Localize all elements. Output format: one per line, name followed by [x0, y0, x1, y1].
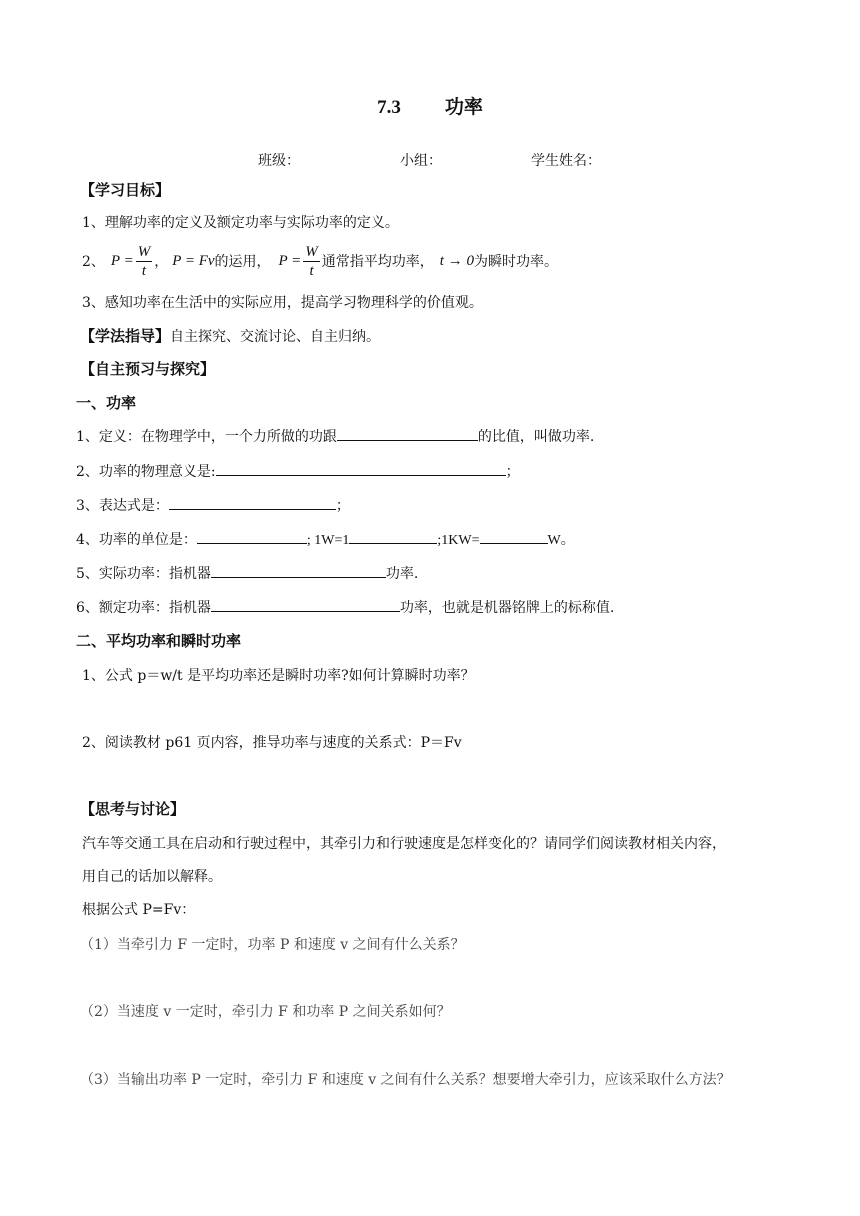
question-6-rated-power: 6、额定功率：指机器 功率，也就是机器铭牌上的标称值.	[76, 600, 615, 616]
discussion-question-2: （2）当速度 v 一定时，牵引力 F 和功率 P 之间关系如何？	[80, 1004, 451, 1020]
class-label: 班级：	[258, 153, 300, 169]
formula-p-fv: P = Fv	[172, 252, 215, 269]
formula-p-equals-2: P =	[278, 252, 302, 269]
section-1-heading: 一、功率	[76, 394, 137, 412]
formula-p-equals: P =	[110, 252, 134, 269]
blank-4b[interactable]	[349, 531, 437, 544]
preview-heading: 【自主预习与探究】	[80, 360, 216, 378]
discussion-paragraph-2: 用自己的话加以解释。	[82, 869, 222, 885]
objectives-heading: 【学习目标】	[80, 181, 171, 199]
section-2-question-1: 1、公式 p＝w/t 是平均功率还是瞬时功率?如何计算瞬时功率？	[82, 668, 475, 684]
discussion-question-1: （1）当牵引力 F 一定时，功率 P 和速度 v 之间有什么关系？	[80, 937, 465, 953]
objective-2: 2、 P = $\frac{W}{t}$ ， P = Fv 的运用， P = $\frac{W}{t}$ 通常指平均功率， t → 0 为瞬时功率。	[82, 243, 558, 279]
discussion-paragraph-1: 汽车等交通工具在启动和行驶过程中，其牵引力和行驶速度是怎样变化的？请同学们阅读教材相关内容，	[82, 836, 726, 852]
question-1-definition: 1、定义：在物理学中，一个力所做的功跟 的比值，叫做功率.	[76, 429, 595, 445]
blank-2[interactable]	[216, 463, 506, 476]
blank-4c[interactable]	[480, 531, 548, 544]
question-5-actual-power: 5、实际功率：指机器 功率.	[76, 566, 419, 582]
blank-3[interactable]	[169, 497, 336, 510]
method-heading: 【学法指导】	[80, 327, 171, 345]
question-3-expression: 3、表达式是： ；	[76, 498, 350, 514]
method-text: 自主探究、交流讨论、自主归纳。	[170, 329, 381, 345]
discussion-question-3: （3）当输出功率 P 一定时，牵引力 F 和速度 v 之间有什么关系？想要增大牵引力，应该采取什么方法？	[80, 1072, 731, 1088]
blank-5[interactable]	[211, 565, 386, 578]
question-2-meaning: 2、功率的物理意义是: ；	[76, 464, 520, 480]
question-4-units: 4、功率的单位是： ; 1W=1 ;1KW= W。	[76, 532, 575, 548]
method-line	[80, 325, 380, 346]
student-name-label: 学生姓名：	[531, 153, 601, 169]
section-2-question-2: 2、阅读教材 p61 页内容，推导功率与速度的关系式：P＝Fv	[82, 735, 462, 751]
group-label: 小组：	[400, 153, 442, 169]
title-number: 7.3	[377, 97, 401, 118]
section-2-heading: 二、平均功率和瞬时功率	[76, 632, 242, 650]
title-text: 功率	[444, 96, 483, 118]
blank-1[interactable]	[337, 428, 478, 441]
objective-3: 3、感知功率在生活中的实际应用，提高学习物理科学的价值观。	[82, 295, 483, 311]
formula-t-limit: t → 0	[439, 252, 474, 269]
objective-1: 1、理解功率的定义及额定功率与实际功率的定义。	[82, 215, 399, 231]
fraction-w-over-t: $\frac{W}{t}$	[137, 243, 151, 279]
fraction-w-over-t-2: $\frac{W}{t}$	[305, 243, 318, 279]
page-title	[0, 92, 860, 119]
blank-4a[interactable]	[197, 531, 307, 544]
discussion-heading: 【思考与讨论】	[80, 800, 186, 818]
discussion-formula-line: 根据公式 P=Fv：	[82, 902, 196, 918]
blank-6[interactable]	[211, 599, 400, 612]
